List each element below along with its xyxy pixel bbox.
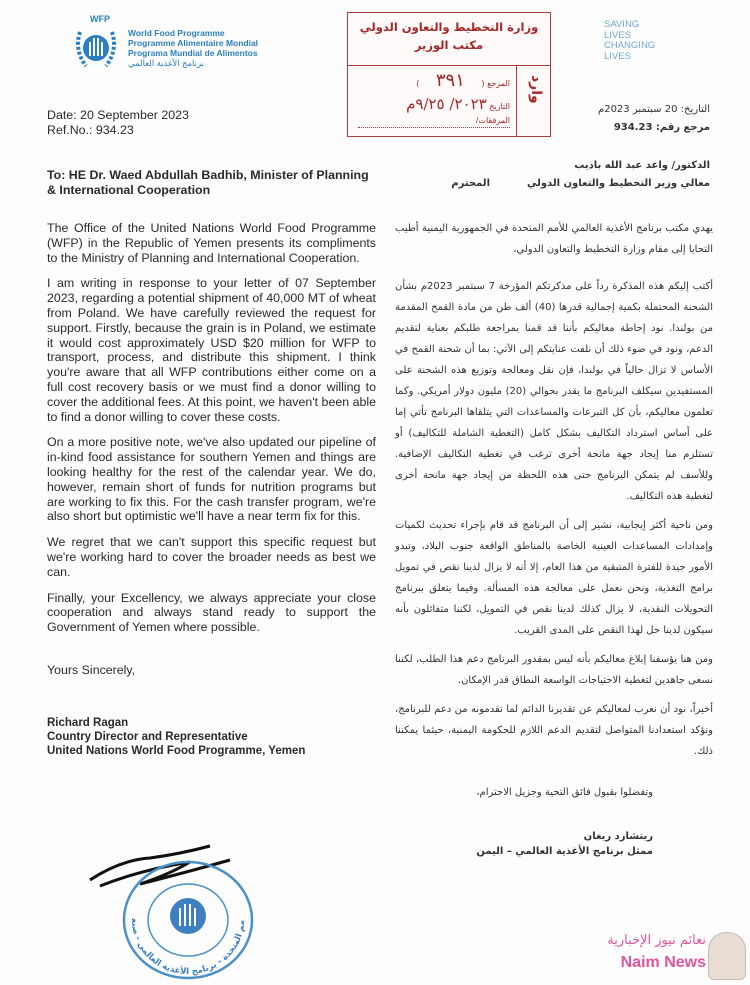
en-recipient: To: HE Dr. Waed Abdullah Badhib, Minister of Planning & International Cooperation (47, 168, 369, 197)
signatory-org: United Nations World Food Programme, Yemen (47, 744, 306, 757)
ar-paragraph: ومن ناحية أكثر إيجابية، نشير إلى أن البرنامج قد قام بإجراء تحديث لكميات وإمدادات المساعدات العينية الخاصة بالمناطق الواقعة جنوب البلاد، وتبدو الأمور جيدة للفترة المتبقية من هذا العام، إلا أنه لا يزال لدينا نقص في تمويل برامج التغذية، ونحن نعمل على معالجة هذه المسألة. وفيما يتعلق ببرنامج التحويلات النقدية، لا يزال كذلك لدينا نقص في التمويل، لكننا متفائلون بأنه سيكون لدينا حل لهذا النقص على المدى القريب. (395, 520, 713, 636)
logo-line-fr: Programme Alimentaire Mondial (128, 38, 259, 48)
watermark-avatar-icon (708, 932, 746, 980)
en-paragraph: I am writing in response to your letter of 07 September 2023, regarding a potential shipment of 40,000 MT of wheat from Poland. We have carefully reviewed the request for support. Firstly, because the grain is in Poland, we estimate it would cost approximately USD $20 million for WFP to transport, process, and distribute this shipment. I think you're aware that all WFP contributions either come on a full cost recovery basis or we must find a donor willing to cover the additional fees. At this point, we haven't been able to find a donor willing to cover these costs. (47, 276, 376, 424)
tagline (604, 20, 655, 62)
ar-paragraph: أكتب إليكم هذه المذكرة رداً على مذكرتكم المؤرخة 7 سبتمبر 2023م بشأن الشحنة المحتملة بكمية إجمالية قدرها (40) ألف طن من مادة القمح المقدمة من بولندا. نود إحاطة معاليكم بأننا قد قمنا بمراجعة طلبكم بعناية لتقديم الدعم، ونود في ضوء ذلك أن نلفت عنايتكم إلى الآتي: بما أن شحنة القمح في الأساس لا تزال حالياً في بولندا، فإن نقل ومعالجة وتوزيع هذه الشحنة على المستفيدين سيكلف البرنامج ما يقدر بحوالي (20) مليون دولار أمريكي. وكما تعلمون معاليكم، بأن كل التبرعات والمساعدات التي يتلقاها البرنامج تأتي إما على أساس استرداد التكاليف بشكل كامل (التغطية الشاملة للتكاليف) أو تستلزم منا إيجاد جهة مانحة أخرى ترغب في تغطية التكاليف الإضافية. وللأسف لم يتمكن البرنامج حتى هذه اللحظة من إيجاد جهة مانحة أخرى لتغطية هذه التكاليف. (395, 281, 714, 502)
watermark-latin: Naim News (620, 954, 706, 971)
wfp-emblem-icon (72, 22, 120, 72)
ar-body (395, 218, 713, 867)
en-paragraph: We regret that we can't support this specific request but we're working hard to cover the broader needs as best we can. (47, 535, 376, 579)
ar-paragraph: ومن هنا يؤسفنا إبلاغ معاليكم بأنه ليس بمقدور البرنامج دعم هذا الطلب، لكننا نسعى جاهدين لتغطية الاحتياجات الواسعة النطاق قدر الإمكان. (395, 654, 713, 686)
stamp-ref-value: ٣٩١ (435, 70, 465, 91)
signatory-title: Country Director and Representative (47, 730, 248, 743)
stamp-attachments-label: المرفقات/ (475, 116, 510, 125)
en-signatory (47, 716, 376, 758)
tagline-line: LIVES (604, 50, 631, 62)
wfp-seal (118, 858, 258, 980)
stamp-ref-label: المرجع ( (481, 79, 510, 88)
en-ref: Ref.No.: 934.23 (47, 123, 134, 137)
en-date: Date: 20 September 2023 (47, 108, 189, 122)
ar-signatory-title: ممثل برنامج الأغذية العالمي – اليمن (476, 846, 653, 857)
logo-line-en: World Food Programme (128, 28, 225, 38)
news-watermark (590, 930, 750, 980)
ar-paragraph: يهدي مكتب برنامج الأغذية العالمي للأمم المتحدة في الجمهورية اليمنية أطيب التحايا إلى مقام وزارة التخطيط والتعاون الدولي، (395, 223, 713, 255)
tagline-line: LIVES (604, 29, 631, 41)
en-closing: Yours Sincerely, (47, 662, 136, 677)
stamp-subtitle: مكتب الوزير (414, 38, 484, 52)
ar-signatory-name: ريتشارد ريغان (583, 831, 653, 842)
en-paragraph: Finally, your Excellency, we always appreciate your close cooperation and always stand ready to support the Government of Yemen where possible. (47, 590, 376, 635)
ar-paragraph: أخيراً، نود أن نعرب لمعاليكم عن تقديرنا الدائم لما تقدمونه من دعم للبرنامج، ونؤكد استعدادنا المتواصل لتقديم الدعم اللازم للحكومة اليمنية، حيثما يمكننا ذلك. (395, 704, 713, 757)
ar-closing: وتفضلوا بقبول فائق التحية وجزيل الاحترام، (476, 787, 653, 798)
stamp-ref-close: ) (416, 79, 420, 88)
wfp-acronym: WFP (90, 14, 110, 24)
en-paragraph: The Office of the United Nations World Food Programme (WFP) in the Republic of Yemen presents its compliments to the Ministry of Planning and International Cooperation. (47, 221, 376, 265)
logo-line-es: Programa Mundial de Alimentos (128, 48, 258, 58)
ministry-received-stamp (347, 12, 551, 137)
seal-text: مم المتحدة - برنامج الأغذية العالمي - صنع (128, 918, 248, 978)
wfp-logo (72, 14, 312, 74)
stamp-date-value: ٢٠٢٣/ ٩/٢٥م (406, 95, 487, 113)
stamp-side-label: وارد (528, 75, 544, 104)
logo-line-ar: برنامج الأغذية العالمي (128, 58, 205, 68)
tagline-line: SAVING (604, 19, 640, 30)
en-paragraph: On a more positive note, we've also updated our pipeline of in-kind food assistance for southern Yemen and things are looking healthy for the rest of the calendar year. We do, however, remain short of funds for nutrition programs but are working to fix this. For the cash transfer program, we're also short but optimistic we'll have a near term fix for this. (47, 435, 376, 524)
ar-signatory (395, 829, 653, 859)
ar-honorific: المحترم (451, 178, 490, 189)
watermark-arabic: نعائم نيوز الإخبارية (607, 933, 706, 948)
ar-title: معالي وزير التخطيط والتعاون الدولي (526, 178, 710, 189)
ar-date: التاريخ: 20 سبتمبر 2023م (598, 104, 710, 115)
signatory-name: Richard Ragan (47, 716, 129, 729)
en-body (47, 221, 376, 769)
tagline-line: CHANGING (604, 40, 656, 51)
stamp-title: وزارة التخطيط والتعاون الدولي (359, 20, 539, 34)
ar-addressee: الدكتور/ واعد عبد الله باذيب (574, 160, 710, 171)
stamp-date-label: التاريخ (489, 102, 510, 111)
ar-ref: مرجع رقم: 934.23 (613, 122, 710, 133)
